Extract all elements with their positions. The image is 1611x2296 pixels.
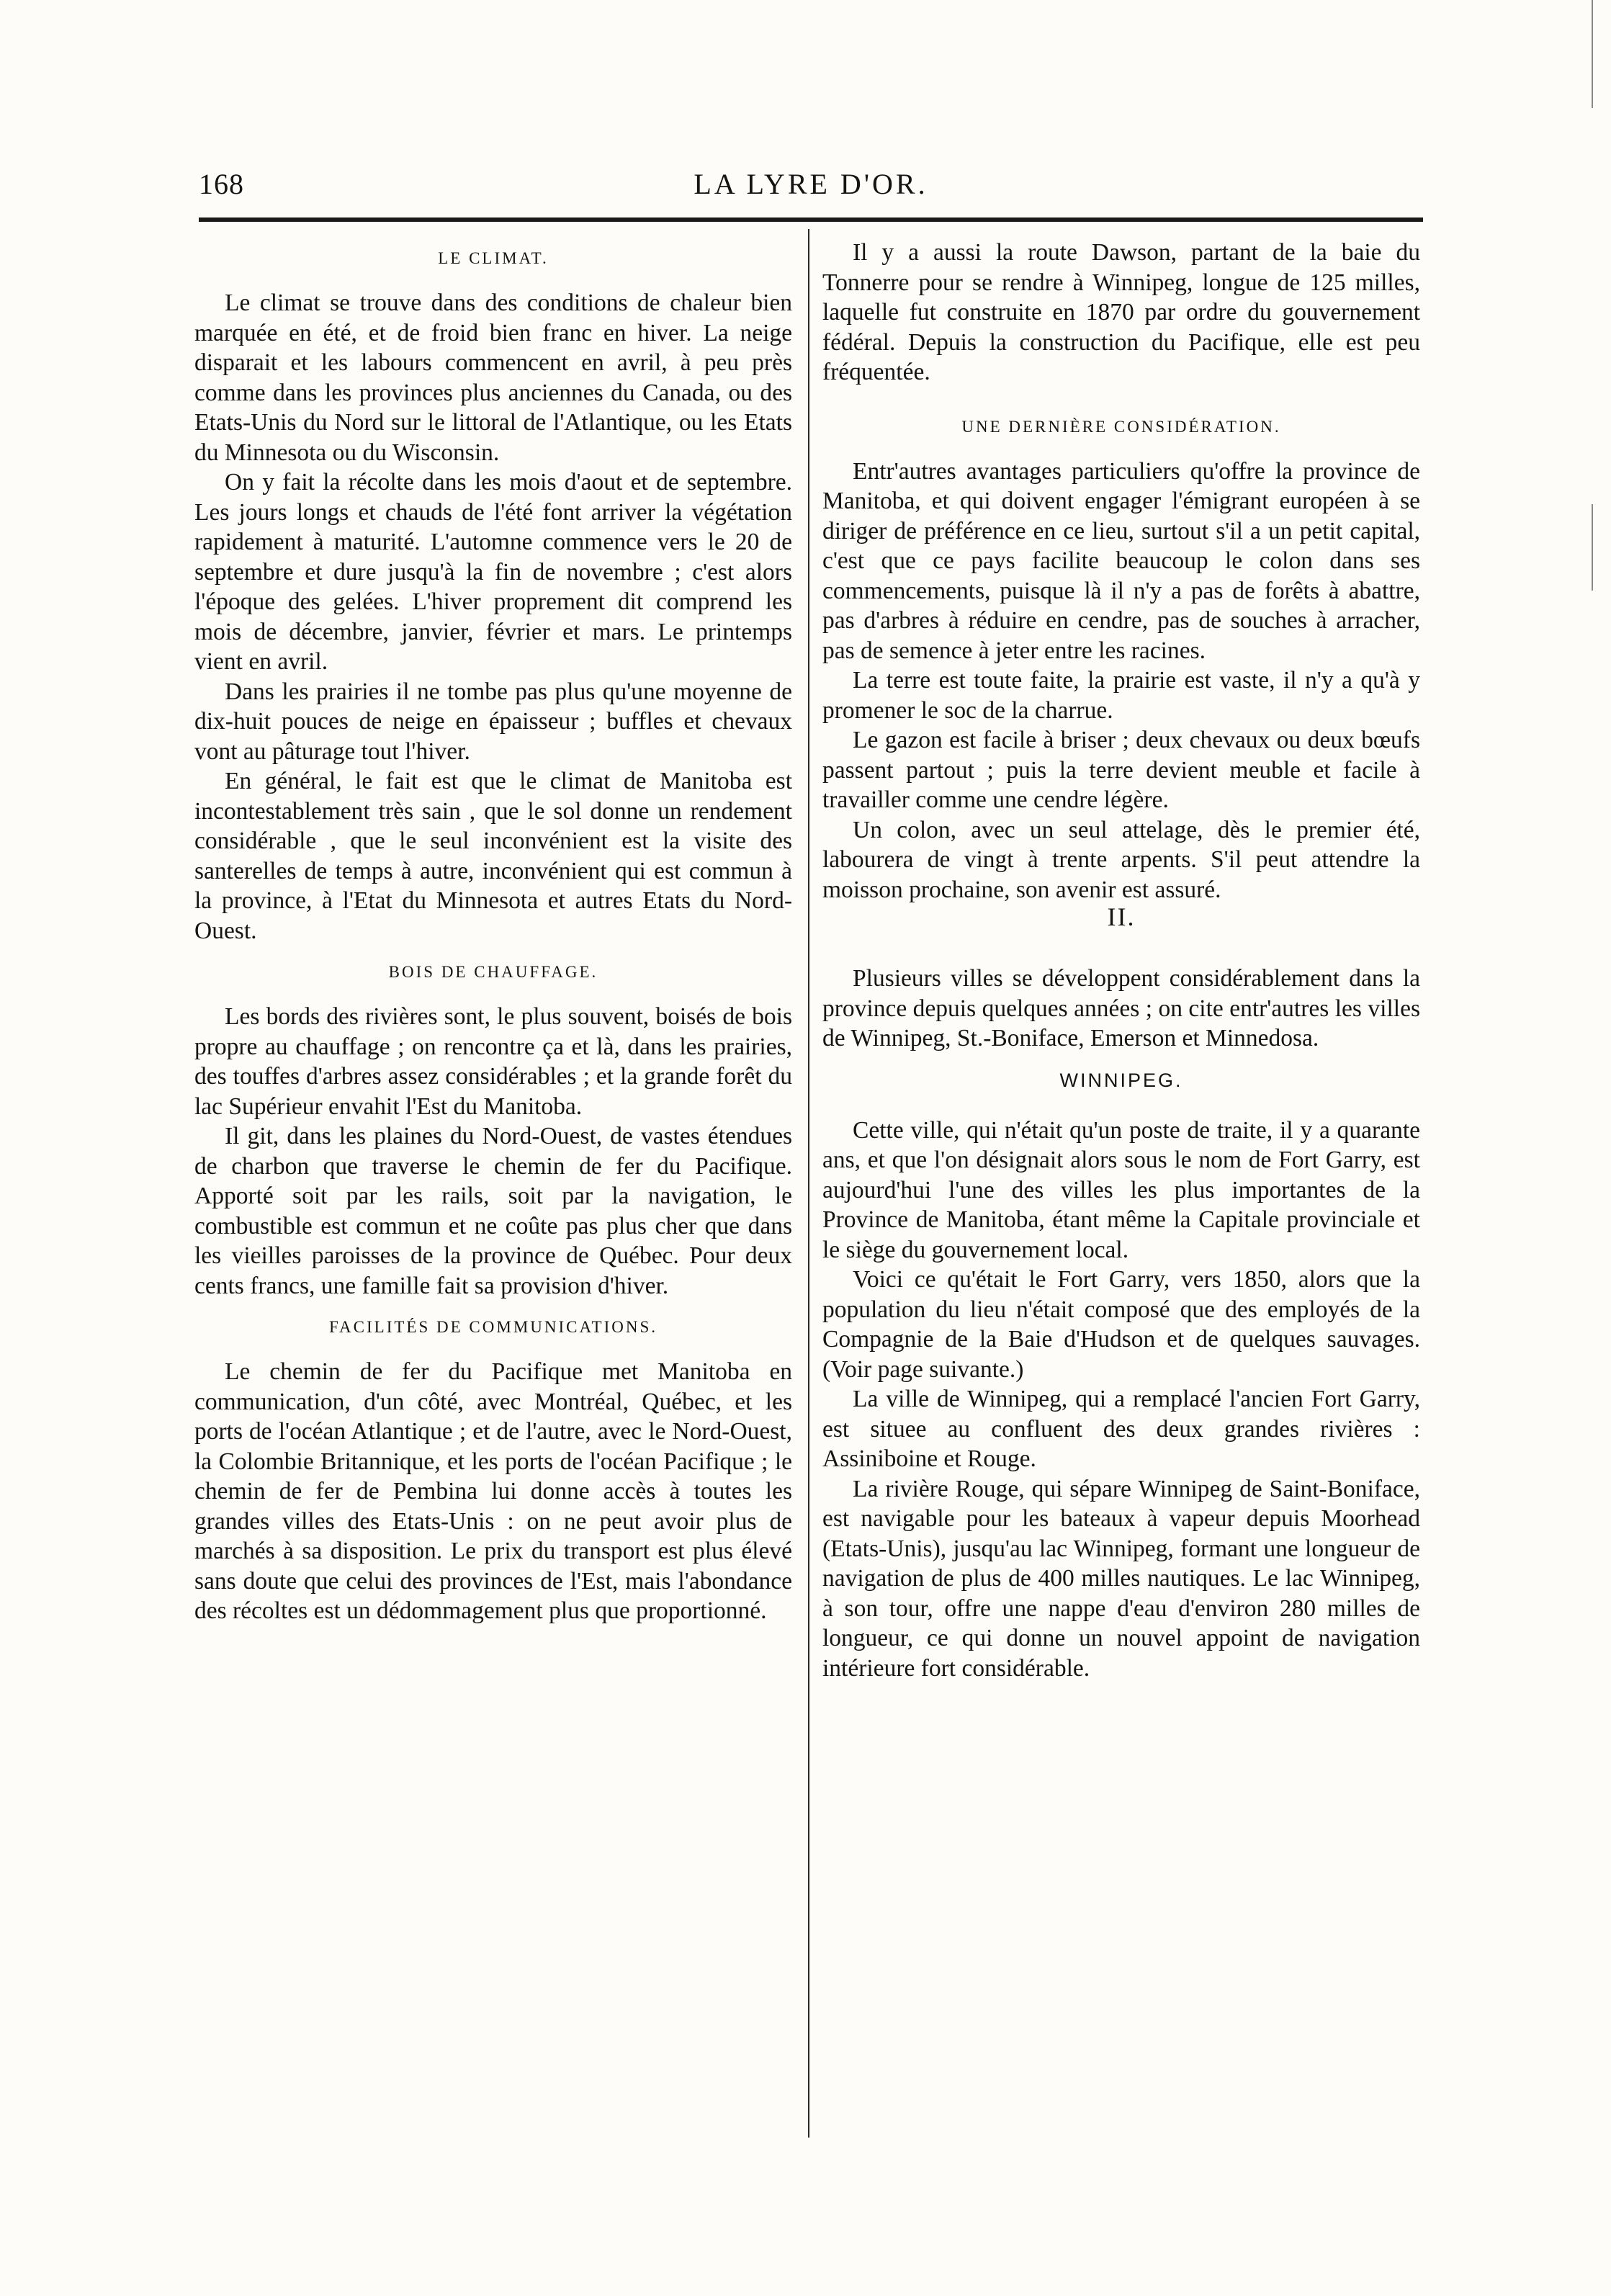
column-rule (808, 229, 809, 2138)
heading-winnipeg: WINNIPEG. (1059, 1069, 1183, 1091)
paragraph: La ville de Winnipeg, qui a remplacé l'ancien Fort Garry, est situee au confluent des deux grandes rivières : Assiniboine et Rouge. (822, 1386, 1420, 1472)
page-header (199, 167, 1423, 213)
paragraph: Le gazon est facile à briser ; deux chevaux ou deux bœufs passent partout ; puis la terre devient meuble et facile à travailler comme une cendre légère. (822, 727, 1420, 813)
heading-bois-de-chauffage: BOIS DE CHAUFFAGE. (388, 963, 598, 981)
paragraph: Un colon, avec un seul attelage, dès le premier été, labourera de vingt à trente arpents. S'il peut attendre la moisson prochaine, son avenir est assuré. (822, 816, 1420, 903)
page-number: 168 (199, 168, 244, 200)
header-rule (199, 218, 1423, 222)
running-title: LA LYRE D'OR. (694, 168, 928, 200)
paragraph: Il git, dans les plaines du Nord-Ouest, de vastes étendues de charbon que traverse le chemin de fer du Pacifique. Apporté soit par les rails, soit par la navigation, le combustible est commun et ne coûte pas plus cher que dans les vieilles paroisses de la province de Québec. Pour deux cents francs, une famille fait sa provision d'hiver. (194, 1123, 792, 1299)
paragraph: La terre est toute faite, la prairie est vaste, il n'y a qu'à y promener le soc de la charrue. (822, 667, 1420, 724)
paragraph: Dans les prairies il ne tombe pas plus qu'une moyenne de dix-huit pouces de neige en épaisseur ; buffles et chevaux vont au pâturage tout l'hiver. (194, 678, 792, 765)
paragraph: Cette ville, qui n'était qu'un poste de traite, il y a quarante ans, et que l'on désignait alors sous le nom de Fort Garry, est aujourd'hui l'une des villes les plus importantes de la Province de Manitoba, étant même la Capitale provinciale et le siège du gouvernement local. (822, 1116, 1420, 1263)
paragraph: En général, le fait est que le climat de Manitoba est incontestablement très sain , que le sol donne un rendement considérable , que le seul inconvénient est la visite des santerelles de temps à autre, inconvénient qui est commun à la province, à l'Etat du Minnesota et autres Etats du Nord-Ouest. (194, 768, 792, 944)
paragraph: Voici ce qu'était le Fort Garry, vers 1850, alors que la population du lieu n'était composé que des employés de la Compagnie de la Baie d'Hudson et de quelques sauvages. (Voir page suivante.) (822, 1266, 1420, 1383)
paragraph: Il y a aussi la route Dawson, partant de la baie du Tonnerre pour se rendre à Winnipeg, longue de 125 milles, laquelle fut construite en 1870 par ordre du gouvernement fédéral. Depuis la construction du Pacifique, elle est peu fréquentée. (822, 239, 1420, 385)
paragraph: Entr'autres avantages particuliers qu'offre la province de Manitoba, et qui doivent engager l'émigrant européen à se diriger de préférence en ce lieu, surtout s'il a un petit capital, c'est que ce pays facilite beaucoup le colon dans ses commencements, puisque là il n'y a pas de forêts à abattre, pas d'arbres à réduire en cendre, pas de souches à arracher, pas de semence à jeter entre les racines. (822, 457, 1420, 664)
paragraph: Les bords des rivières sont, le plus souvent, boisés de bois propre au chauffage ; on rencontre ça et là, dans les prairies, des touffes d'arbres assez considérables ; et la grande forêt du lac Supérieur envahit l'Est du Manitoba. (194, 1003, 792, 1120)
heading-facilites-de-communications: FACILITÉS DE COMMUNICATIONS. (328, 1318, 658, 1336)
heading-section-two: II. (1107, 902, 1136, 931)
left-column (194, 238, 792, 1626)
paragraph: Plusieurs villes se développent considérablement dans la province depuis quelques années ; on cite entr'autres les villes de Winnipeg, St.-Boniface, Emerson et Minnedosa. (822, 965, 1420, 1051)
scan-edge-mark (1592, 0, 1593, 108)
heading-le-climat: LE CLIMAT. (438, 249, 549, 267)
heading-une-derniere-consideration: UNE DERNIÈRE CONSIDÉRATION. (961, 417, 1281, 436)
paragraph: On y fait la récolte dans les mois d'aout et de septembre. Les jours longs et chauds de l'été font arriver la végétation rapidement à maturité. L'automne commence vers le 20 de septembre et dure jusqu'à la fin de novembre ; c'est alors l'époque des gelées. L'hiver proprement dit comprend les mois de décembre, janvier, février et mars. Le printemps vient en avril. (194, 469, 792, 675)
right-column (822, 238, 1420, 1683)
paragraph: La rivière Rouge, qui sépare Winnipeg de Saint-Boniface, est navigable pour les bateaux à vapeur depuis Moorhead (Etats-Unis), jusqu'au lac Winnipeg, formant une longueur de navigation de plus de 400 milles nautiques. Le lac Winnipeg, à son tour, offre une nappe d'eau d'environ 280 milles de longueur, ce qui donne un nouvel appoint de navigation intérieure fort considérable. (822, 1475, 1420, 1682)
scan-edge-mark (1592, 504, 1593, 591)
paragraph: Le climat se trouve dans des conditions de chaleur bien marquée en été, et de froid bien franc en hiver. La neige disparait et les labours commencent en avril, à peu près comme dans les provinces plus anciennes du Canada, ou des Etats-Unis du Nord sur le littoral de l'Atlantique, ou les Etats du Minnesota ou du Wisconsin. (194, 290, 792, 466)
paragraph: Le chemin de fer du Pacifique met Manitoba en communication, d'un côté, avec Montréal, Québec, et les ports de l'océan Atlantique ; et de l'autre, avec le Nord-Ouest, la Colombie Britannique, et les ports de l'océan Pacifique ; le chemin de fer de Pembina lui donne accès à toutes les grandes villes des Etats-Unis : on ne peut avoir plus de marchés à sa disposition. Le prix du transport est plus élevé sans doute que celui des provinces de l'Est, mais l'abondance des récoltes est un dédommagement plus que proportionné. (194, 1358, 792, 1624)
